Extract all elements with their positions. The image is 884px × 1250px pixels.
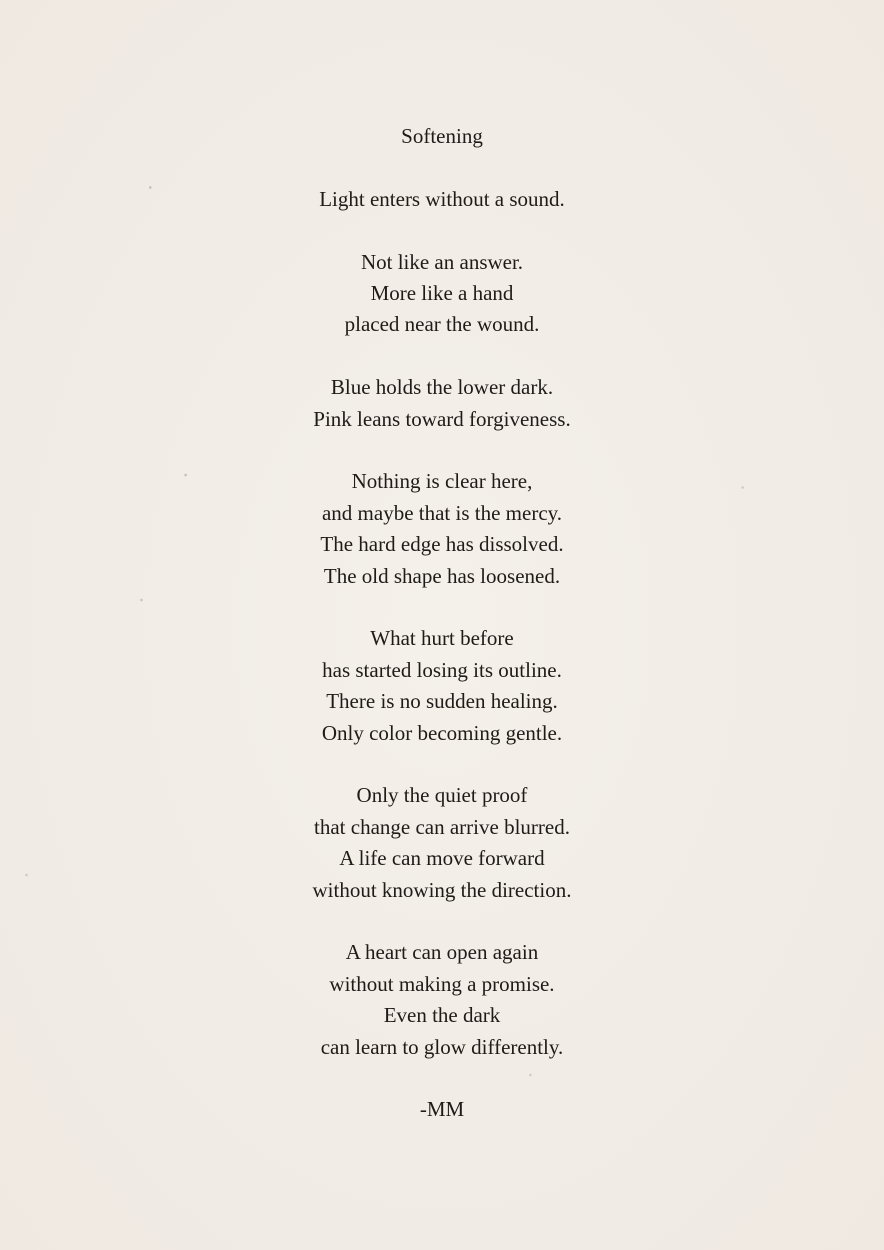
poem-line: The hard edge has dissolved. xyxy=(320,532,564,557)
stanza-gap xyxy=(0,592,884,623)
poem-line: Light enters without a sound. xyxy=(319,186,565,211)
stanza-gap xyxy=(0,215,884,246)
poem-line: The old shape has loosened. xyxy=(323,563,561,588)
poem-line: and maybe that is the mercy. xyxy=(321,500,563,525)
poem-line: What hurt before xyxy=(370,626,514,651)
stanza-1 xyxy=(0,184,884,215)
poem-line: without making a promise. xyxy=(329,971,555,996)
poem-line: placed near the wound. xyxy=(344,312,540,337)
poem-line: Not like an answer. xyxy=(360,249,524,274)
poem-line: More like a hand xyxy=(370,281,514,305)
stanza-4 xyxy=(0,466,884,592)
stanza-gap xyxy=(0,341,884,372)
stanza-gap xyxy=(0,1063,884,1094)
poem-line: Only the quiet proof xyxy=(356,783,528,808)
poem-title: Softening xyxy=(401,124,483,148)
poem-line: There is no sudden healing. xyxy=(326,689,558,714)
poem-line: can learn to glow differently. xyxy=(320,1034,564,1059)
poem-line: that change can arrive blurred. xyxy=(314,814,570,839)
poem-line: Nothing is clear here, xyxy=(351,469,533,494)
stanza-6 xyxy=(0,780,884,906)
poem-line: Pink leans toward forgiveness. xyxy=(313,406,571,431)
stanza-gap xyxy=(0,906,884,937)
poem-line: without knowing the direction. xyxy=(312,877,572,902)
stanza-gap xyxy=(0,152,884,183)
poem-line: Only color becoming gentle. xyxy=(321,720,563,745)
poem-line: A life can move forward xyxy=(339,846,545,871)
poem-line: has started losing its outline. xyxy=(322,657,562,682)
signature: -MM xyxy=(419,1097,465,1122)
stanza-2 xyxy=(0,247,884,341)
poem-line: Blue holds the lower dark. xyxy=(330,375,554,400)
stanza-7 xyxy=(0,937,884,1063)
poem-line: Even the dark xyxy=(383,1003,501,1028)
stanza-gap xyxy=(0,749,884,780)
poem-line: A heart can open again xyxy=(345,940,539,965)
stanza-5 xyxy=(0,623,884,749)
stanza-gap xyxy=(0,435,884,466)
stanza-3 xyxy=(0,372,884,435)
